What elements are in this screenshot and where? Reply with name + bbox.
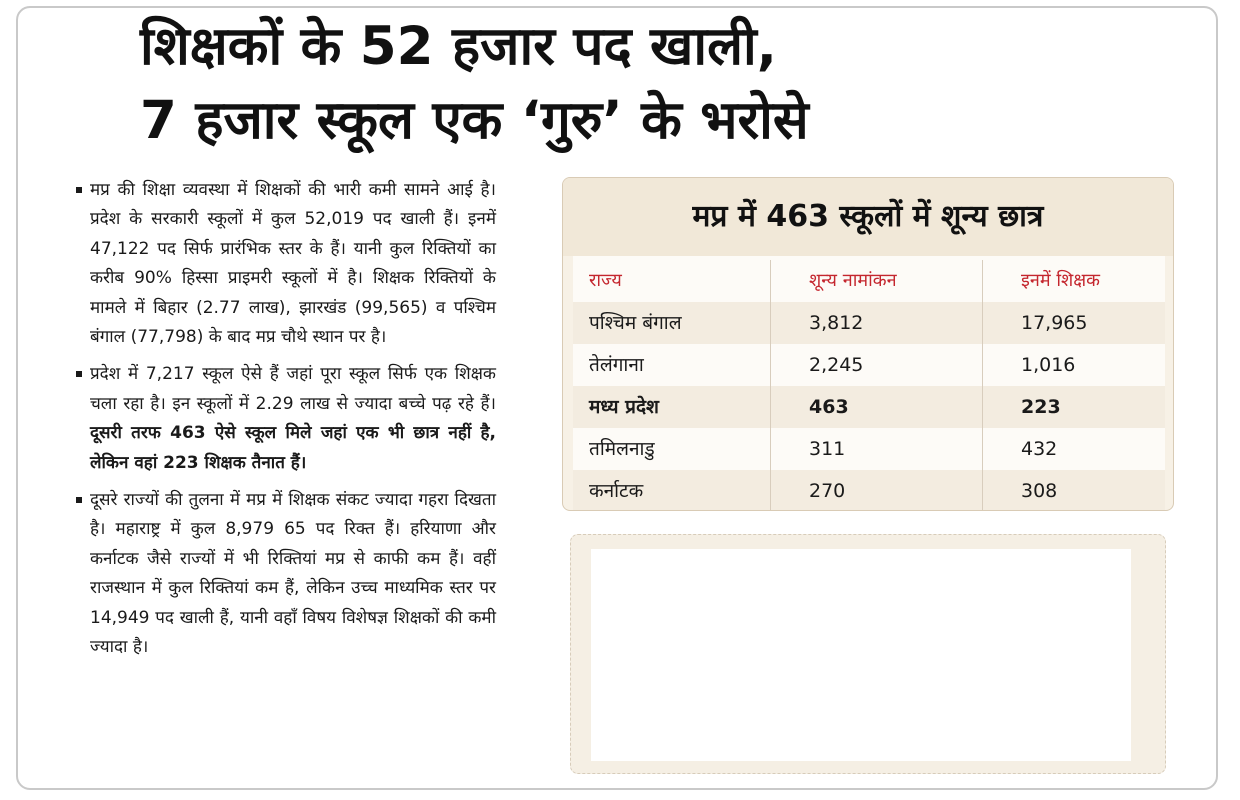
blank-panel <box>570 534 1166 774</box>
paragraph-3 <box>76 486 496 662</box>
cell-state: तमिलनाडु <box>573 428 771 470</box>
table-row <box>573 428 1165 470</box>
cell-state: तेलंगाना <box>573 344 771 386</box>
cell-teachers: 432 <box>1021 438 1058 460</box>
cell-zero-enrollment: 3,812 <box>771 302 983 344</box>
cell-teachers: 17,965 <box>1021 312 1088 334</box>
table-body <box>573 256 1165 511</box>
zero-enrollment-table <box>562 177 1174 511</box>
header-state: राज्य <box>573 260 771 302</box>
cell-state: कर्नाटक <box>573 470 771 511</box>
headline <box>140 10 1100 158</box>
headline-line-2: 7 हजार स्कूल एक ‘गुरु’ के भरोसे <box>140 90 809 151</box>
cell-teachers: 1,016 <box>1021 354 1076 376</box>
paragraph-text: मप्र की शिक्षा व्यवस्था में शिक्षकों की भारी कमी सामने आई है। प्रदेश के सरकारी स्कूलों में कुल 52,019 पद खाली हैं। इनमें 47,122 पद सिर्फ प्रारंभिक स्तर के हैं। यानी कुल रिक्तियों का करीब 90% हिस्सा प्राइमरी स्कूलों में है। शिक्षक रिक्तियों के मामले में बिहार (2.77 लाख), झारखंड (99,565) व पश्चिम बंगाल (77,798) के बाद मप्र चौथे स्थान पर है। <box>90 180 496 348</box>
cell-zero-enrollment: 270 <box>771 470 983 511</box>
cell-zero-enrollment: 2,245 <box>771 344 983 386</box>
paragraph-text: प्रदेश में 7,217 स्कूल ऐसे हैं जहां पूरा स्कूल सिर्फ एक शिक्षक चला रहा है। इन स्कूलों में 2.29 लाख से ज्यादा बच्चे पढ़ रहे हैं। <box>90 364 496 414</box>
table-row <box>573 302 1165 344</box>
table-title: मप्र में 463 स्कूलों में शून्य छात्र <box>563 178 1173 256</box>
paragraph-2 <box>76 360 496 478</box>
cell-teachers: 308 <box>1021 480 1058 502</box>
bullet-icon <box>76 497 82 503</box>
paragraph-1 <box>76 176 496 352</box>
article-body <box>76 176 496 671</box>
header-teachers: इनमें शिक्षक <box>1021 270 1100 291</box>
table-row-highlight <box>573 386 1165 428</box>
bullet-icon <box>76 187 82 193</box>
table-header-row <box>573 260 1165 302</box>
paragraph-text: दूसरे राज्यों की तुलना में मप्र में शिक्षक संकट ज्यादा गहरा दिखता है। महाराष्ट्र में कुल 8,979 65 पद रिक्त हैं। हरियाणा और कर्नाटक जैसे राज्यों में भी रिक्तियां मप्र से काफी कम हैं। वहीं राजस्थान में कुल रिक्तियां कम हैं, लेकिन उच्च माध्यमिक स्तर पर 14,949 पद खाली हैं, यानी वहाँ विषय विशेषज्ञ शिक्षकों की कमी ज्यादा है। <box>90 490 496 658</box>
table-row <box>573 344 1165 386</box>
cell-zero-enrollment: 311 <box>771 428 983 470</box>
cell-state: मध्य प्रदेश <box>573 386 771 428</box>
headline-line-1: शिक्षकों के 52 हजार पद खाली, <box>140 16 777 77</box>
header-zero-enrollment: शून्य नामांकन <box>771 260 983 302</box>
blank-area <box>591 549 1131 761</box>
cell-teachers: 223 <box>1021 396 1061 418</box>
paragraph-bold-text: दूसरी तरफ 463 ऐसे स्कूल मिले जहां एक भी छात्र नहीं है, लेकिन वहां 223 शिक्षक तैनात हैं। <box>90 423 496 473</box>
bullet-icon <box>76 371 82 377</box>
table-row <box>573 470 1165 511</box>
cell-state: पश्चिम बंगाल <box>573 302 771 344</box>
cell-zero-enrollment: 463 <box>771 386 983 428</box>
